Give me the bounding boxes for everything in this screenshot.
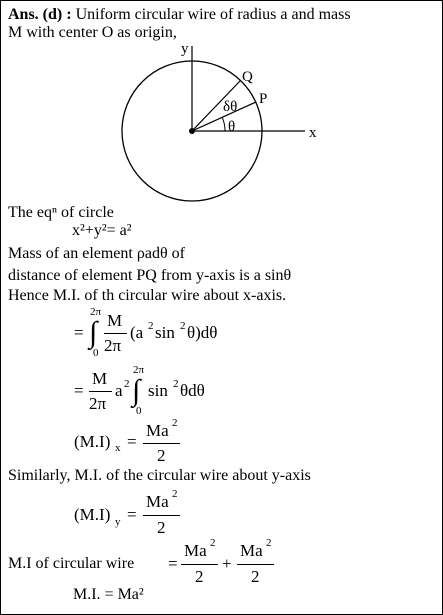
eq1-a-sup: 2 [148, 320, 154, 332]
eq1-integral: ∫ [89, 316, 98, 349]
eq2-fraction-bar [89, 391, 112, 392]
mi-total-den1: 2 [195, 567, 204, 586]
mi-x-equals: = [127, 432, 137, 451]
mi-total-plus: + [222, 554, 232, 573]
mi-x-label: (M.I) [74, 432, 111, 451]
mi-x-den: 2 [157, 446, 166, 465]
label-p: P [259, 91, 268, 107]
eq1-bracket-a: (a [130, 323, 144, 342]
hence-text: Hence M.I. of th circular wire about x-axis. [8, 287, 287, 304]
eq1-theta-dtheta: θ)dθ [187, 323, 218, 342]
label-x: x [309, 125, 317, 141]
eq2-integral: ∫ [132, 374, 141, 407]
mi-total-label: M.I of circular wire [8, 555, 135, 572]
intro-text-1: Uniform circular wire of radius a and mass [75, 6, 351, 23]
mi-y-label: (M.I) [74, 505, 111, 524]
mi-total-bar2 [237, 564, 274, 565]
eq2-theta-dtheta: θdθ [180, 381, 205, 400]
final-result: M.I. = Ma² [73, 586, 144, 603]
mi-total-num1: Ma [184, 541, 207, 560]
eq1-sin: sin [155, 323, 175, 342]
eq1-sin-sup: 2 [180, 320, 186, 332]
eq-circle-intro: The eqⁿ of circle [8, 204, 114, 221]
label-q: Q [242, 69, 253, 85]
mi-total-num2: Ma [240, 541, 263, 560]
mi-x-fraction-bar [143, 443, 180, 444]
similarly-text: Similarly, M.I. of the circular wire about y-axis [8, 467, 311, 484]
eq2-den-2pi: 2π [89, 394, 107, 413]
mi-x-sub: x [115, 442, 121, 454]
eq2-num-m: M [92, 369, 108, 388]
eq1-num-m: M [107, 311, 123, 330]
mi-y-den: 2 [157, 518, 166, 537]
mi-y-sub: y [115, 516, 121, 528]
mi-y-fraction-bar [143, 515, 180, 516]
mass-element-text: Mass of an element ρadθ of [8, 245, 185, 262]
mi-x-num: Ma [146, 421, 169, 440]
mi-total-equals: = [168, 554, 178, 573]
eq2-sin-sup: 2 [173, 378, 179, 390]
theta-arc [222, 117, 225, 131]
label-dtheta: δθ [223, 99, 238, 115]
eq2-a: a [115, 381, 123, 400]
eq2-a-sup: 2 [124, 378, 130, 390]
label-y: y [181, 41, 189, 57]
eq2-upper-limit: 2π [133, 364, 145, 376]
origin-point [189, 128, 195, 134]
mi-total-bar1 [181, 564, 218, 565]
mi-total-num1-sup: 2 [210, 537, 216, 549]
eq2-lower-limit: 0 [136, 405, 142, 417]
eq2-sin: sin [148, 381, 168, 400]
eq1-fraction-bar [104, 333, 127, 334]
eq2-equals: = [74, 381, 84, 400]
mi-y-num: Ma [146, 492, 169, 511]
eq1-den-2pi: 2π [104, 336, 122, 355]
answer-label: Ans. (d) : [8, 6, 72, 23]
mi-total-den2: 2 [251, 567, 260, 586]
label-theta: θ [228, 119, 236, 135]
eq1-lower-limit: 0 [93, 347, 99, 359]
eq-circle: x²+y²= a² [72, 222, 132, 239]
mi-y-num-sup: 2 [172, 488, 178, 500]
distance-text: distance of element PQ from y-axis is a sinθ [8, 267, 292, 284]
eq1-upper-limit: 2π [90, 306, 102, 318]
mi-x-num-sup: 2 [172, 417, 178, 429]
mi-total-num2-sup: 2 [266, 537, 272, 549]
eq1-equals: = [74, 323, 84, 342]
mi-y-equals: = [127, 505, 137, 524]
intro-line-2: M with center O as origin, [8, 24, 177, 41]
